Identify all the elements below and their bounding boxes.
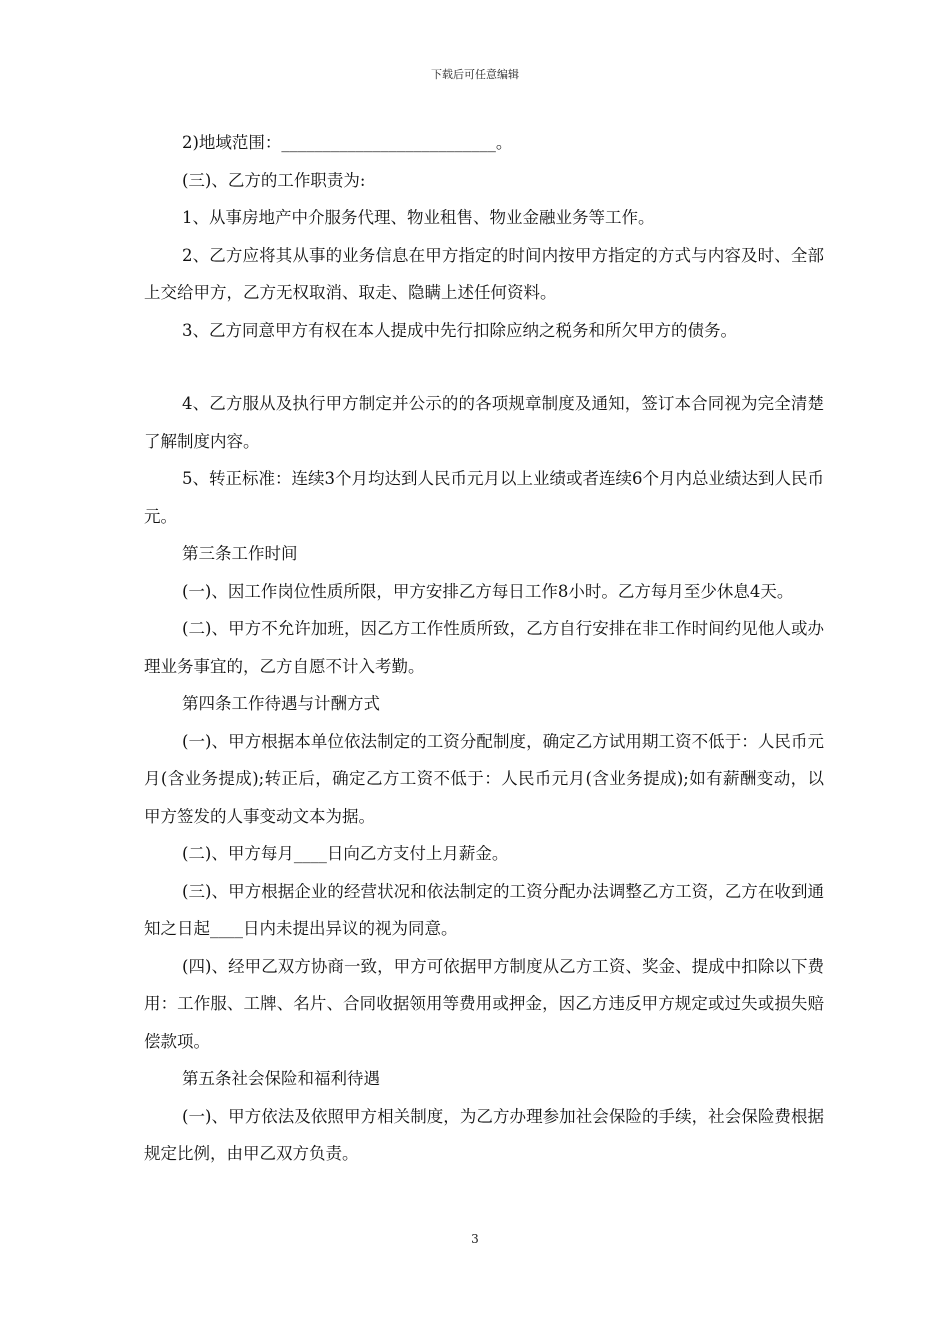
section-heading-insurance: 第五条社会保险和福利待遇 — [182, 1069, 380, 1088]
section-heading-work-time: 第三条工作时间 — [182, 544, 298, 563]
paragraph-insurance-1: (一)、甲方依法及依照甲方相关制度，为乙方办理参加社会保险的手续，社会保险费根据规定比例，由甲乙双方负责。 — [144, 1106, 824, 1163]
paragraph-compensation-3: (三)、甲方根据企业的经营状况和依法制定的工资分配办法调整乙方工资，乙方在收到通知之日起____日内未提出异议的视为同意。 — [144, 881, 824, 938]
paragraph-work-time-2: (二)、甲方不允许加班，因乙方工作性质所致，乙方自行安排在非工作时间约见他人或办理业务事宜的，乙方自愿不计入考勤。 — [144, 619, 824, 676]
paragraph-duties-heading: (三)、乙方的工作职责为: — [182, 170, 366, 190]
section-heading-compensation: 第四条工作待遇与计酬方式 — [182, 694, 380, 713]
document-body — [144, 124, 824, 1173]
paragraph-duty-2: 2、乙方应将其从事的业务信息在甲方指定的时间内按甲方指定的方式与内容及时、全部上交给甲方，乙方无权取消、取走、隐瞒上述任何资料。 — [144, 245, 824, 302]
paragraph-duty-4: 4、乙方服从及执行甲方制定并公示的的各项规章制度及通知，签订本合同视为完全清楚了解制度内容。 — [144, 394, 824, 451]
paragraph-region-scope: 2)地域范围：__________________________。 — [182, 133, 513, 152]
paragraph-duty-5: 5、转正标准：连续3个月均达到人民币元月以上业绩或者连续6个月内总业绩达到人民币元。 — [144, 469, 824, 526]
paragraph-work-time-1: (一)、因工作岗位性质所限，甲方安排乙方每日工作8小时。乙方每月至少休息4天。 — [182, 581, 794, 601]
paragraph-compensation-4: (四)、经甲乙双方协商一致，甲方可依据甲方制度从乙方工资、奖金、提成中扣除以下费用：工作服、工牌、名片、合同收据领用等费用或押金，因乙方违反甲方规定或过失或损失赔偿款项。 — [144, 956, 824, 1051]
paragraph-compensation-1: (一)、甲方根据本单位依法制定的工资分配制度，确定乙方试用期工资不低于：人民币元月(含业务提成);转正后，确定乙方工资不低于：人民币元月(含业务提成);如有薪酬变动，以甲方签发的人事变动文本为据。 — [144, 731, 824, 826]
paragraph-gap — [144, 349, 824, 385]
paragraph-duty-3: 3、乙方同意甲方有权在本人提成中先行扣除应纳之税务和所欠甲方的债务。 — [182, 320, 737, 340]
page-number: 3 — [471, 1232, 479, 1246]
paragraph-compensation-2: (二)、甲方每月____日向乙方支付上月薪金。 — [182, 844, 509, 863]
paragraph-duty-1: 1、从事房地产中介服务代理、物业租售、物业金融业务等工作。 — [182, 208, 655, 227]
page-header: 下载后可任意编辑 — [431, 68, 519, 81]
